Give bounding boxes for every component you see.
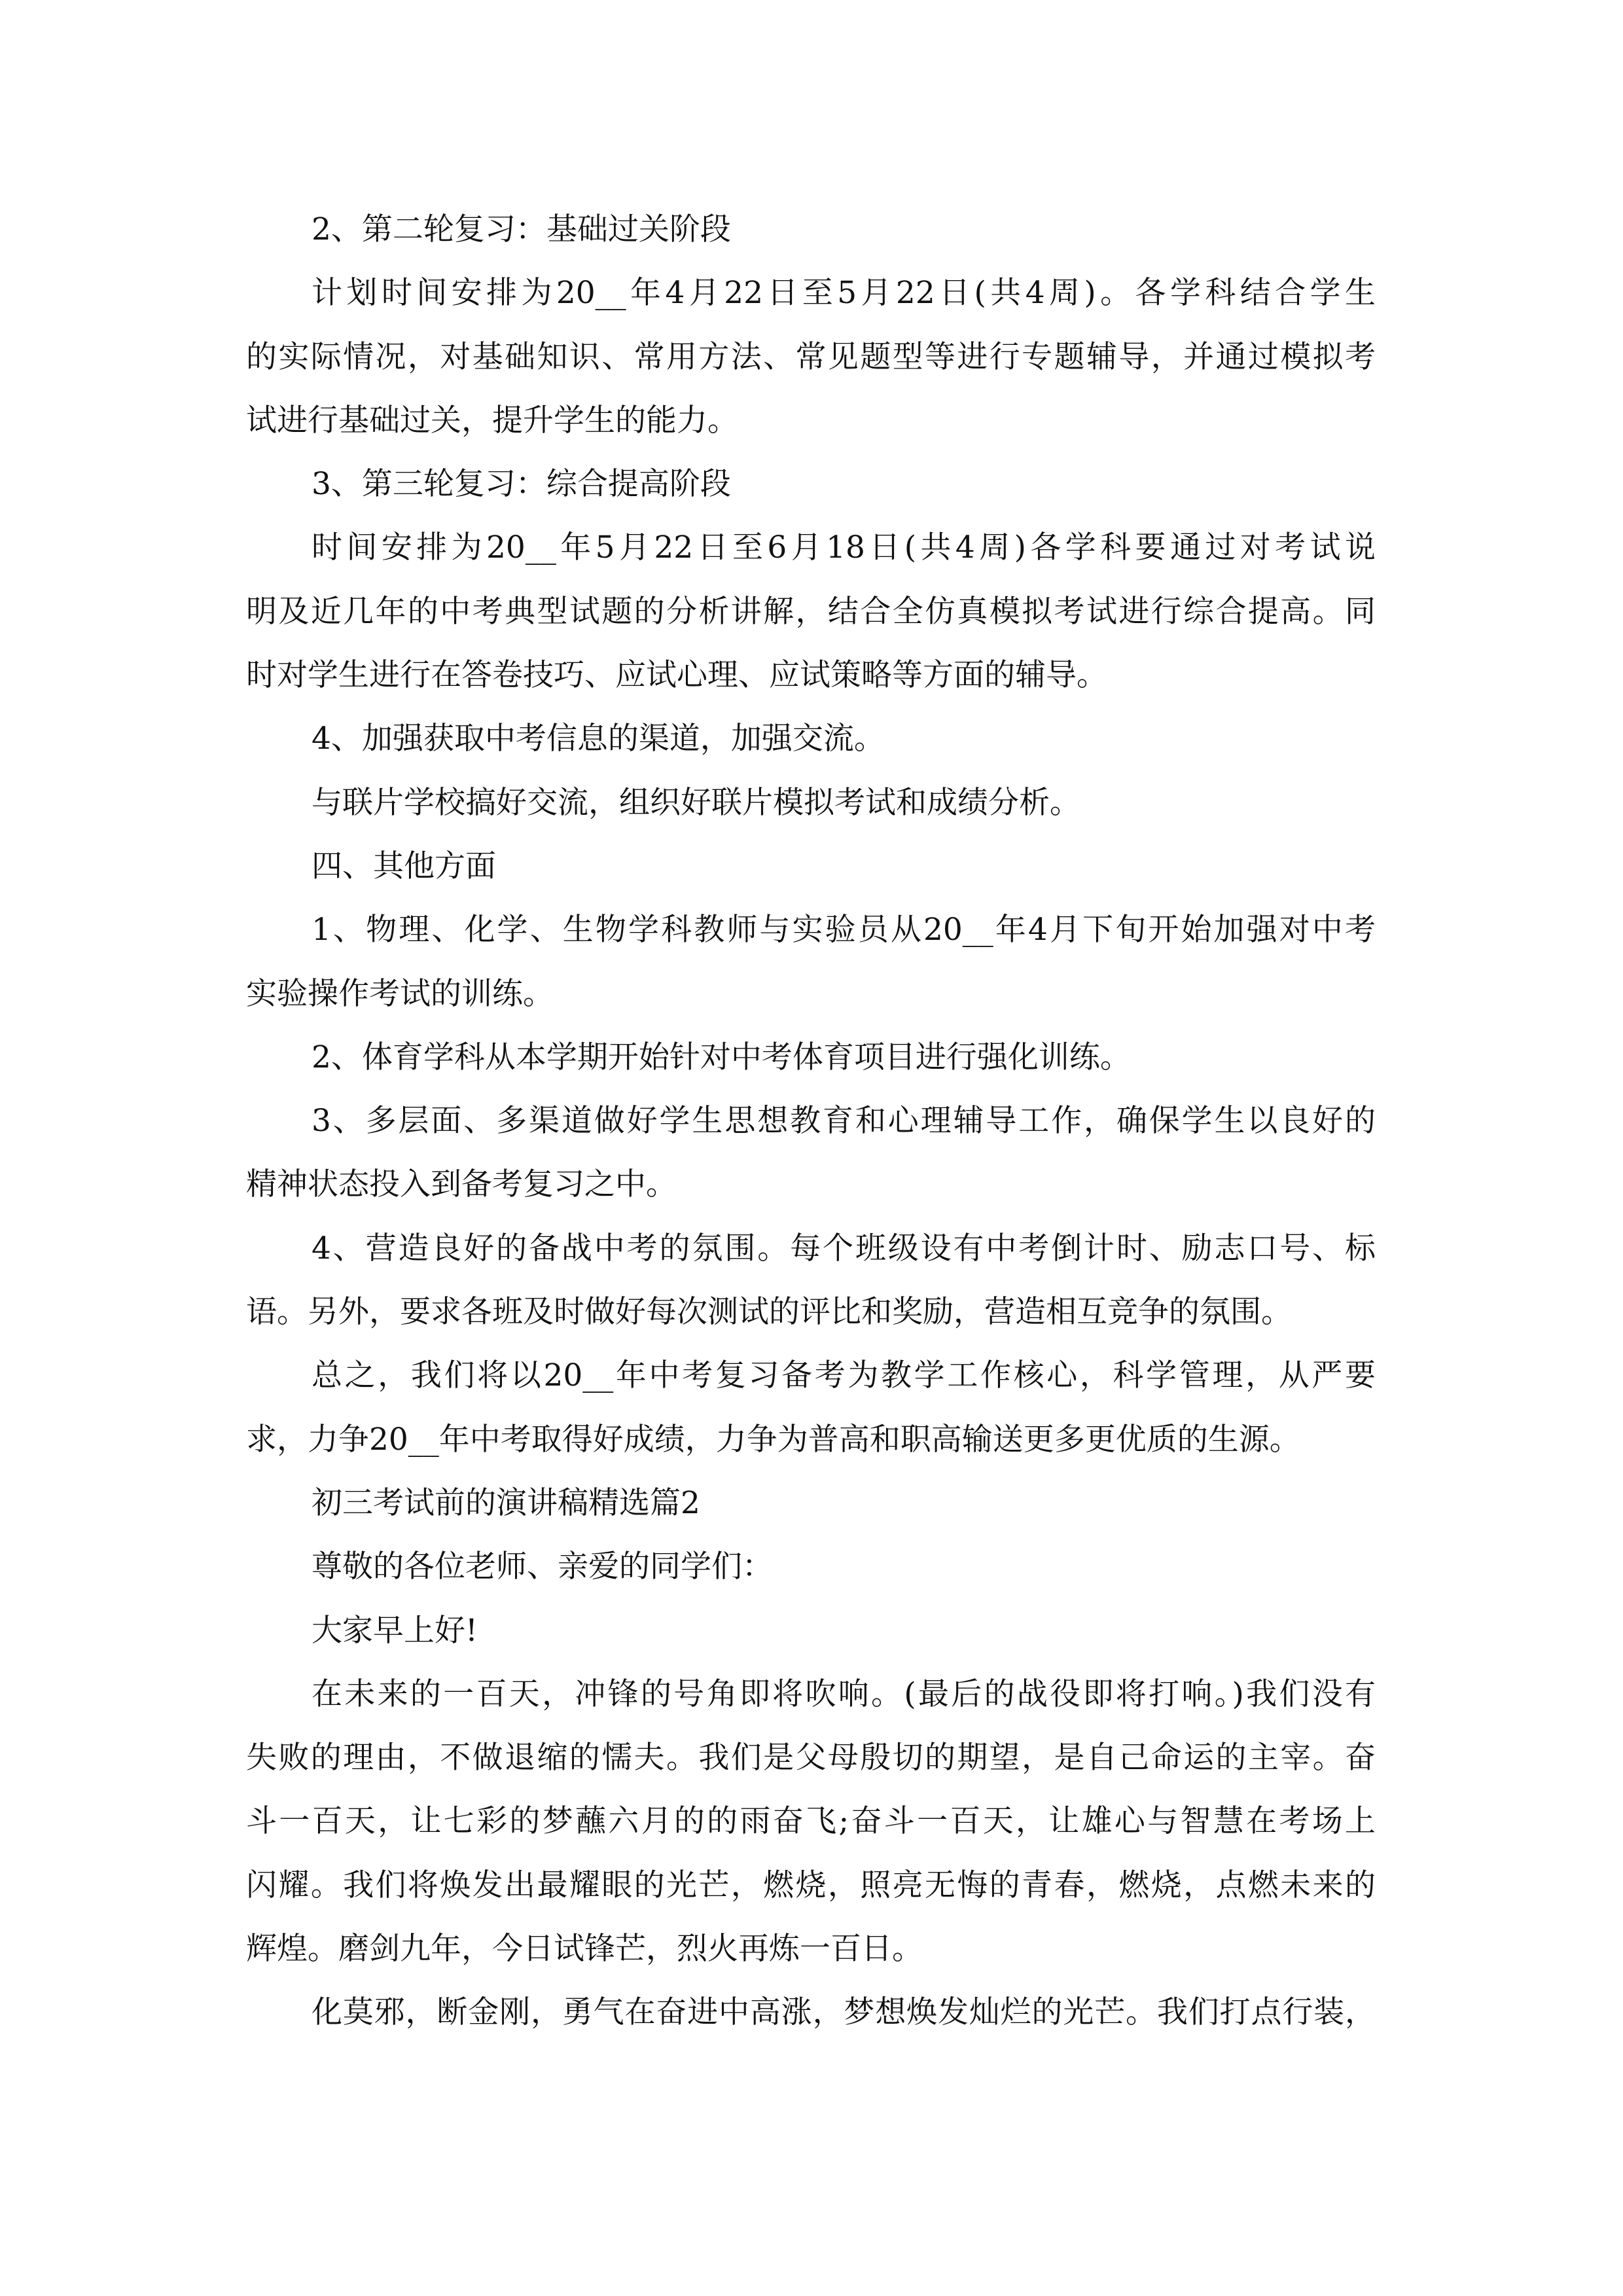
text-line: 化莫邪，断金刚，勇气在奋进中高涨，梦想焕发灿烂的光芒。我们打点行装， <box>312 1994 1376 2031</box>
paragraph <box>246 198 1376 261</box>
text-line: 1、物理、化学、生物学科教师与实验员从20__年4月下旬开始加强对中考 <box>312 912 1376 948</box>
paragraph <box>246 1599 1376 1662</box>
paragraph <box>246 1535 1376 1598</box>
paragraph <box>246 452 1376 516</box>
text-line: 3、多层面、多渠道做好学生思想教育和心理辅导工作，确保学生以良好的 <box>312 1103 1376 1139</box>
text-line: 精神状态投入到备考复习之中。 <box>246 1166 677 1203</box>
text-line: 2、第二轮复习：基础过关阶段 <box>312 211 731 247</box>
text-line: 4、营造良好的备战中考的氛围。每个班级设有中考倒计时、励志口号、标 <box>312 1230 1376 1266</box>
text-line: 试进行基础过关，提升学生的能力。 <box>246 402 738 439</box>
text-line: 求，力争20__年中考取得好成绩，力争为普高和职高输送更多更优质的生源。 <box>246 1421 1300 1458</box>
text-line: 时对学生进行在答卷技巧、应试心理、应试策略等方面的辅导。 <box>246 657 1107 694</box>
paragraph <box>246 707 1376 770</box>
text-line: 辉煌。磨剑九年，今日试锋芒，烈火再炼一百日。 <box>246 1931 923 1967</box>
text-line: 计划时间安排为20__年4月22日至5月22日(共4周)。各学科结合学生 <box>312 275 1376 312</box>
paragraph <box>246 771 1376 834</box>
text-line: 失败的理由，不做退缩的懦夫。我们是父母殷切的期望，是自己命运的主宰。奋 <box>246 1740 1376 1776</box>
text-line: 语。另外，要求各班及时做好每次测试的评比和奖励，营造相互竞争的氛围。 <box>246 1294 1292 1331</box>
text-line: 的实际情况，对基础知识、常用方法、常见题型等进行专题辅导，并通过模拟考 <box>246 338 1376 375</box>
text-line: 与联片学校搞好交流，组织好联片模拟考试和成绩分析。 <box>312 784 1080 821</box>
paragraph <box>246 261 1376 452</box>
text-line: 在未来的一百天，冲锋的号角即将吹响。(最后的战役即将打响。)我们没有 <box>312 1676 1376 1712</box>
text-line: 斗一百天，让七彩的梦蘸六月的的雨奋飞;奋斗一百天，让雄心与智慧在考场上 <box>246 1803 1376 1840</box>
paragraph <box>246 898 1376 1026</box>
text-line: 时间安排为20__年5月22日至6月18日(共4周)各学科要通过对考试说 <box>312 529 1376 566</box>
text-line: 实验操作考试的训练。 <box>246 975 554 1012</box>
text-line: 2、体育学科从本学期开始针对中考体育项目进行强化训练。 <box>312 1039 1131 1075</box>
paragraph <box>246 1089 1376 1217</box>
paragraph <box>246 1217 1376 1344</box>
paragraph <box>246 1026 1376 1089</box>
paragraph <box>246 834 1376 898</box>
paragraph <box>246 1981 1376 2044</box>
paragraph <box>246 1344 1376 1471</box>
paragraph <box>246 1662 1376 1981</box>
paragraph <box>246 1471 1376 1535</box>
text-line: 总之，我们将以20__年中考复习备考为教学工作核心，科学管理，从严要 <box>312 1357 1376 1394</box>
text-line: 初三考试前的演讲稿精选篇2 <box>312 1484 700 1521</box>
text-line: 四、其他方面 <box>312 848 496 884</box>
text-line: 明及近几年的中考典型试题的分析讲解，结合全仿真模拟考试进行综合提高。同 <box>246 593 1376 630</box>
text-line: 尊敬的各位老师、亲爱的同学们： <box>312 1549 773 1585</box>
text-line: 闪耀。我们将焕发出最耀眼的光芒，燃烧，照亮无悔的青春，燃烧，点燃未来的 <box>246 1867 1376 1903</box>
text-line: 3、第三轮复习：综合提高阶段 <box>312 466 731 503</box>
text-line: 4、加强获取中考信息的渠道，加强交流。 <box>312 721 885 757</box>
paragraph <box>246 516 1376 707</box>
document-page <box>246 198 1376 2045</box>
text-line: 大家早上好! <box>312 1612 478 1649</box>
